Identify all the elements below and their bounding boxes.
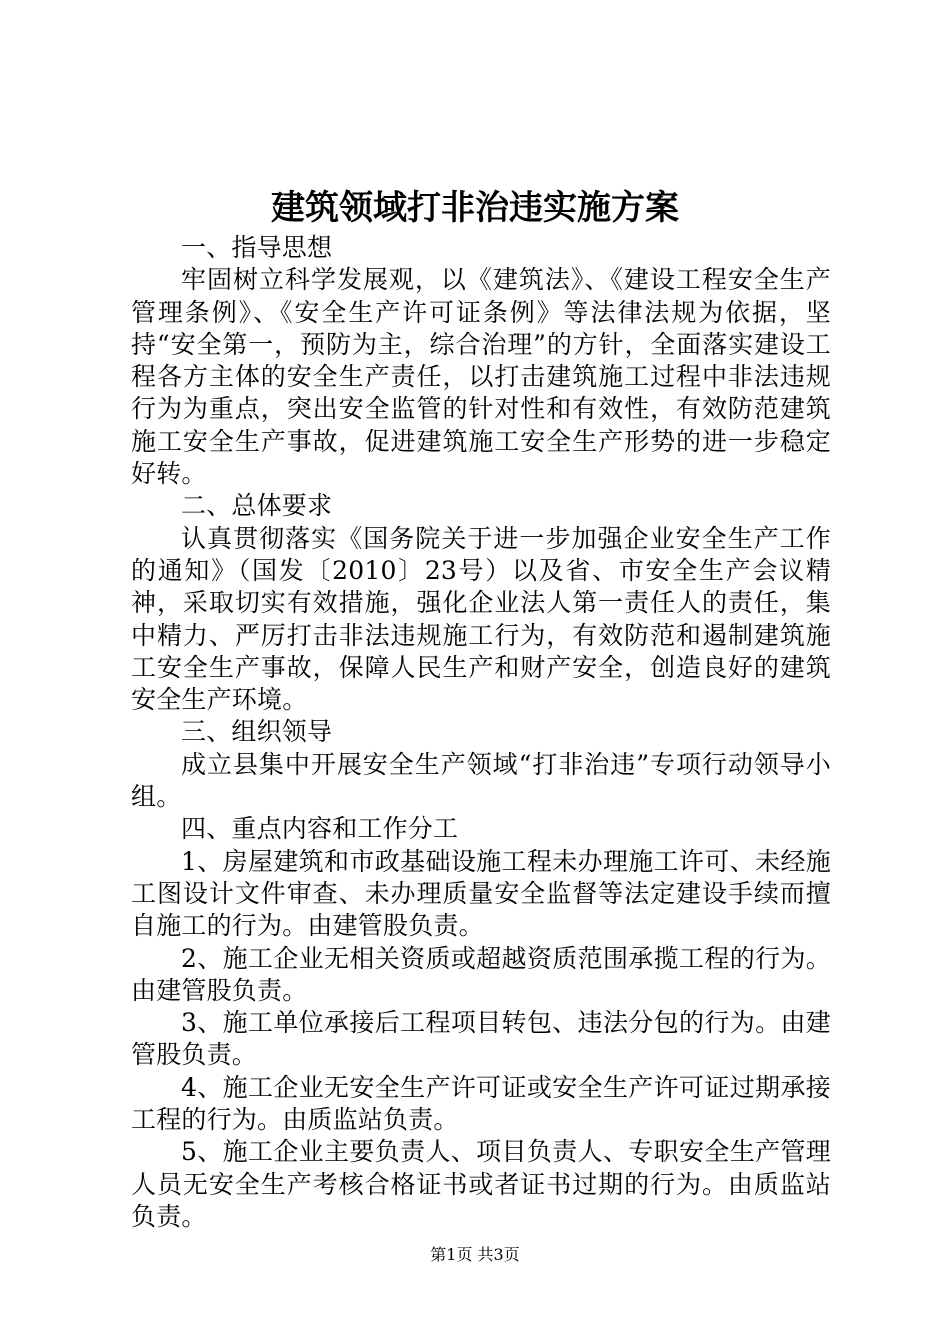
list-item-2: 2、施工企业无相关资质或超越资质范围承揽工程的行为。由建管股负责。	[131, 943, 831, 1005]
page-number-footer: 第1页 共3页	[430, 1245, 520, 1264]
document-body	[131, 232, 831, 1233]
paragraph-guiding-ideology: 牢固树立科学发展观，以《建筑法》、《建设工程安全生产管理条例》、《安全生产许可证条例》等法律法规为依据，坚持“安全第一，预防为主，综合治理”的方针，全面落实建设工程各方主体的安全生产责任，以打击建筑施工过程中非法违规行为为重点，突出安全监管的针对性和有效性，有效防范建筑施工安全生产事故，促进建筑施工安全生产形势的进一步稳定好转。	[131, 265, 831, 489]
list-item-1: 1、房屋建筑和市政基础设施工程未办理施工许可、未经施工图设计文件审查、未办理质量安全监督等法定建设手续而擅自施工的行为。由建管股负责。	[131, 846, 831, 941]
list-item-4: 4、施工企业无安全生产许可证或安全生产许可证过期承接工程的行为。由质监站负责。	[131, 1072, 831, 1135]
document-title: 建筑领域打非治违实施方案	[271, 188, 679, 228]
list-item-3: 3、施工单位承接后工程项目转包、违法分包的行为。由建管股负责。	[131, 1008, 831, 1070]
list-item-5: 5、施工企业主要负责人、项目负责人、专职安全生产管理人员无安全生产考核合格证书或者证书过期的行为。由质监站负责。	[131, 1137, 831, 1231]
section-heading-key-content: 四、重点内容和工作分工	[181, 814, 459, 844]
paragraph-organization: 成立县集中开展安全生产领域“打非治违”专项行动领导小组。	[131, 749, 831, 812]
section-heading-guiding-ideology: 一、指导思想	[181, 233, 333, 262]
section-heading-organization: 三、组织领导	[181, 717, 333, 747]
section-heading-overall-requirements: 二、总体要求	[181, 491, 333, 521]
paragraph-overall-requirements: 认真贯彻落实《国务院关于进一步加强企业安全生产工作的通知》（国发〔2010〕23号）以及省、市安全生产会议精神，采取切实有效措施，强化企业法人第一责任人的责任，集中精力、严厉打击非法违规施工行为，有效防范和遏制建筑施工安全生产事故，保障人民生产和财产安全，创造良好的建筑安全生产环境。	[131, 523, 831, 715]
